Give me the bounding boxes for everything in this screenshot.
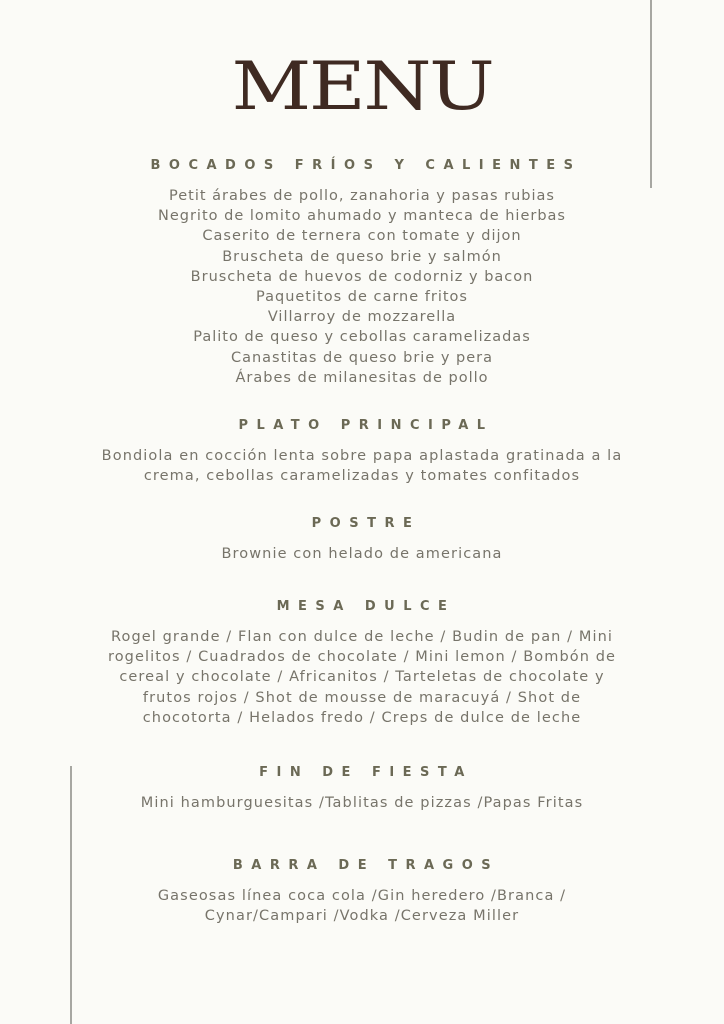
menu-item: Bruscheta de queso brie y salmón <box>222 248 502 265</box>
section-description <box>0 544 724 564</box>
menu-item: Negrito de lomito ahumado y manteca de hierbas <box>158 208 566 225</box>
section-mesa-dulce <box>0 599 724 728</box>
menu-item: Paquetitos de carne fritos <box>256 289 468 306</box>
description-line: Brownie con helado de americana <box>221 546 503 562</box>
description-line: crema, cebollas caramelizadas y tomates confitados <box>143 468 581 485</box>
description-line: Mini hamburguesitas /Tablitas de pizzas /Papas Fritas <box>140 795 584 811</box>
menu-item: Canastitas de queso brie y pera <box>230 349 494 366</box>
menu-item: Bruscheta de huevos de codorniz y bacon <box>190 268 534 285</box>
section-description <box>0 793 724 813</box>
description-line: Rogel grande / Flan con dulce de leche / Budin de pan / Mini <box>110 629 614 645</box>
section-description <box>0 627 724 728</box>
description-line: Cynar/Campari /Vodka /Cerveza Miller <box>204 908 520 925</box>
description-line: cereal y chocolate / Africanitos / Tarteletas de chocolate y <box>119 669 605 686</box>
menu-title: MENU <box>231 48 493 125</box>
menu-item: Caserito de ternera con tomate y dijon <box>202 228 522 245</box>
section-description <box>0 886 724 926</box>
section-fin-de-fiesta <box>0 765 724 813</box>
menu-item: Petit árabes de pollo, zanahoria y pasas rubias <box>169 188 555 204</box>
menu-item: Villarroy de mozzarella <box>267 309 457 326</box>
description-line: chocotorta / Helados fredo / Creps de dulce de leche <box>142 709 582 726</box>
section-heading: PLATO PRINCIPAL <box>238 418 494 433</box>
menu-item: Árabes de milanesitas de pollo <box>235 369 489 386</box>
section-barra-de-tragos <box>0 858 724 926</box>
description-line: Bondiola en cocción lenta sobre papa aplastada gratinada a la <box>101 448 623 464</box>
menu-item: Palito de queso y cebollas caramelizadas <box>193 329 531 346</box>
description-line: Gaseosas línea coca cola /Gin heredero /Branca / <box>157 888 567 904</box>
section-heading: BARRA DE TRAGOS <box>232 858 500 873</box>
section-description <box>0 446 724 486</box>
section-heading: BOCADOS FRÍOS Y CALIENTES <box>150 158 582 173</box>
section-heading: FIN DE FIESTA <box>259 765 473 780</box>
section-plato-principal <box>0 418 724 486</box>
section-bocados <box>0 158 724 388</box>
item-list <box>0 186 724 388</box>
section-postre <box>0 516 724 564</box>
description-line: frutos rojos / Shot de mousse de maracuyá / Shot de <box>142 689 582 706</box>
section-heading: MESA DULCE <box>276 599 456 614</box>
description-line: rogelitos / Cuadrados de chocolate / Mini lemon / Bombón de <box>107 649 617 666</box>
section-heading: POSTRE <box>311 516 421 531</box>
